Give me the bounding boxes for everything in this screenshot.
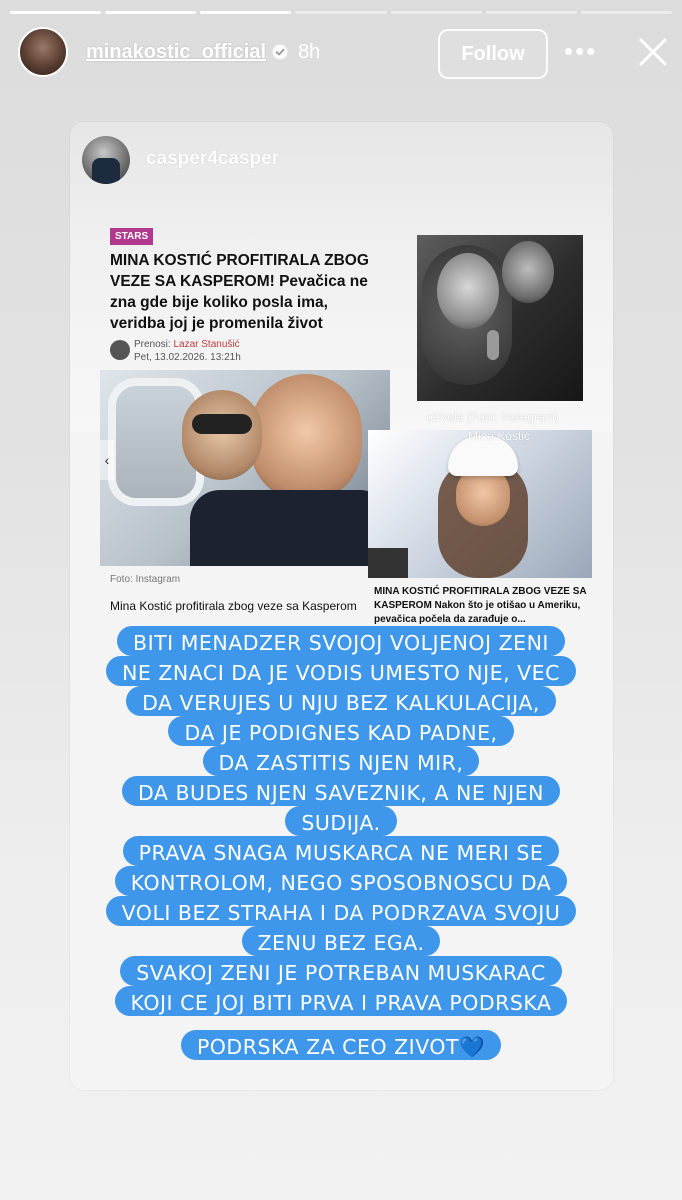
photo-shape [368, 548, 408, 578]
photo-shape [502, 241, 554, 303]
story-header [18, 26, 668, 78]
overlay-line: BITI MENADZER SVOJOJ VOLJENOJ ZENI [117, 626, 565, 656]
photo-shape [182, 390, 262, 480]
story-progress-bar [10, 11, 672, 14]
photo-shape [250, 374, 362, 502]
overlay-line: DA BUDES NJEN SAVEZNIK, A NE NJEN [122, 776, 560, 806]
follow-button[interactable]: Follow [438, 29, 548, 79]
progress-segment [105, 11, 196, 14]
overlay-line: PRAVA SNAGA MUSKARCA NE MERI SE [123, 836, 560, 866]
article-category-tag: STARS [110, 228, 153, 245]
microphone-icon [487, 330, 499, 360]
story-username[interactable]: minakostic_official [86, 40, 267, 63]
story-timestamp: 8h [298, 40, 321, 63]
overlay-line: PODRSKA ZA CEO ZIVOT💙 [181, 1030, 501, 1060]
overlay-line: KOJI CE JOJ BITI PRVA I PRAVA PODRSKA [115, 986, 568, 1016]
overlay-line: DA ZASTITIS NJEN MIR, [203, 746, 480, 776]
overlay-line: DA VERUJES U NJU BEZ KALKULACIJA, [126, 686, 556, 716]
shared-post-username[interactable]: casper4casper [146, 148, 280, 169]
airplane-photo-caption: Mina Kostić profitirala zbog veze sa Kasperom [110, 599, 357, 613]
overlay-line: ZENU BEZ EGA. [242, 926, 441, 956]
profile-avatar[interactable] [18, 27, 68, 77]
overlay-line: DA JE PODIGNES KAD PADNE, [168, 716, 513, 746]
story-text-overlay [0, 626, 682, 1060]
progress-segment [581, 11, 672, 14]
overlay-line: NE ZNACI DA JE VODIS UMESTO NJE, VEC [106, 656, 576, 686]
author-line [134, 339, 240, 350]
overlay-line: SVAKOJ ZENI JE POTREBAN MUSKARAC [120, 956, 562, 986]
sunglasses-shape [192, 414, 252, 434]
winter-photo-caption: MINA KOSTIĆ PROFITIRALA ZBOG VEZE SA KASPEROM Nakon što je otišao u Ameriku, pevačica počela da zarađuje o... [374, 586, 587, 625]
photo-shape [190, 490, 390, 566]
couple-photo-caption: oživela (Foto: Instagram) [426, 410, 559, 424]
more-options-icon[interactable]: ••• [564, 36, 598, 66]
overlay-line: SUDIJA. [285, 806, 396, 836]
winter-photo [368, 430, 592, 578]
progress-segment [10, 11, 101, 14]
progress-segment [486, 11, 577, 14]
article-date: Pet, 13.02.2026. 13:21h [134, 352, 241, 363]
article-headline: MINA KOSTIĆ PROFITIRALA ZBOG VEZE SA KASPEROM! Pevačica ne zna gde bije koliko posla ima, veridba joj je promenila život [110, 252, 369, 332]
author-name: Lazar Stanušić [173, 339, 240, 350]
airplane-selfie-photo [100, 370, 390, 566]
photo-credit: Foto: Instagram [110, 574, 181, 585]
overlay-line: VOLI BEZ STRAHA I DA PODRZAVA SVOJU [106, 896, 577, 926]
couple-photo [417, 235, 583, 401]
progress-segment [295, 11, 386, 14]
winter-photo-label: Mina Kostić [468, 429, 531, 443]
close-icon[interactable] [635, 34, 671, 70]
progress-segment [200, 11, 291, 14]
shared-post-avatar[interactable] [82, 136, 130, 184]
verified-badge-icon [272, 44, 288, 60]
progress-segment [391, 11, 482, 14]
overlay-line: KONTROLOM, NEGO SPOSOBNOSCU DA [115, 866, 568, 896]
chevron-left-icon[interactable]: ‹ [100, 440, 114, 480]
prenosi-label: Prenosi: [134, 339, 171, 350]
photo-shape [437, 253, 499, 329]
author-avatar [110, 340, 130, 360]
